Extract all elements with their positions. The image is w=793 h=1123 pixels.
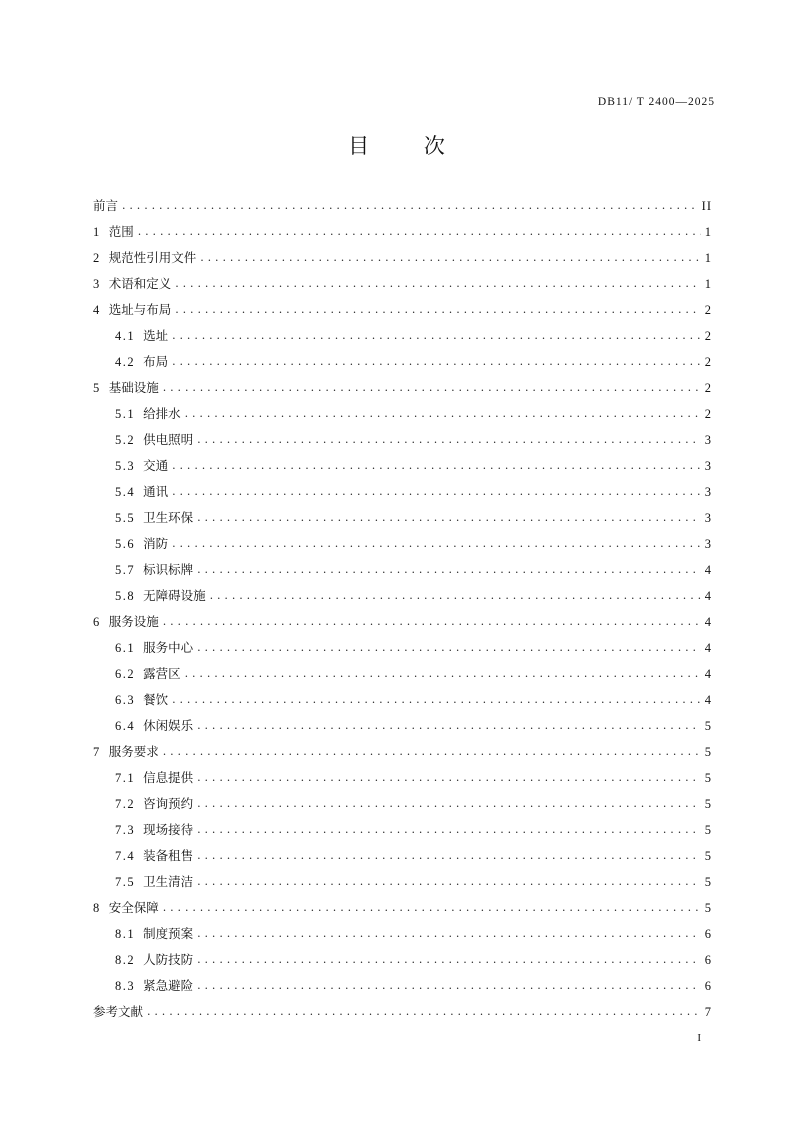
toc-dot-leader [163,742,701,762]
toc-entry-number: 6.3 [115,693,136,707]
toc-entry-page: 4 [704,667,712,681]
toc-entry-number: 4 [93,303,101,317]
toc-entry-title: 选址 [143,328,169,343]
toc-entry-page: 5 [704,745,712,759]
toc-dot-leader [185,404,701,424]
toc-entry-page: II [701,199,712,213]
toc-entry-number: 5.7 [115,563,136,577]
toc-dot-leader [197,638,701,658]
toc-entry-number: 8.2 [115,953,136,967]
toc-entry[interactable] [93,528,712,554]
toc-entry-title: 紧急避险 [143,978,194,993]
toc-dot-leader [197,430,701,450]
toc-entry-title: 供电照明 [143,432,194,447]
toc-entry-page: 4 [704,615,712,629]
toc-entry-title: 服务设施 [108,614,159,629]
toc-entry-page: 1 [704,251,712,265]
toc-entry-number: 5.8 [115,589,136,603]
toc-dot-leader [185,664,701,684]
toc-entry[interactable] [93,320,712,346]
toc-entry-page: 6 [704,953,712,967]
toc-entry[interactable] [93,762,712,788]
toc-entry-title: 服务中心 [143,640,194,655]
toc-entry-title: 标识标牌 [143,562,194,577]
toc-entry-page: 7 [704,1005,712,1019]
toc-entry-number: 5.4 [115,485,136,499]
toc-entry[interactable] [93,216,712,242]
toc-entry[interactable] [93,840,712,866]
toc-entry-title: 基础设施 [108,380,159,395]
toc-entry-page: 6 [704,979,712,993]
toc-dot-leader [197,976,701,996]
toc-entry-title: 制度预案 [143,926,194,941]
toc-entry[interactable] [93,788,712,814]
toc-entry-number: 8.3 [115,979,136,993]
toc-entry[interactable] [93,710,712,736]
toc-entry-number: 1 [93,225,101,239]
toc-entry[interactable] [93,866,712,892]
toc-dot-leader [172,326,701,346]
toc-entry-page: 5 [704,797,712,811]
toc-entry[interactable] [93,684,712,710]
table-of-contents [93,190,712,1022]
toc-dot-leader [172,352,701,372]
toc-entry[interactable] [93,450,712,476]
toc-entry-title: 安全保障 [108,900,159,915]
toc-entry-page: 2 [704,381,712,395]
toc-entry-number: 6.2 [115,667,136,681]
toc-entry-number: 5.1 [115,407,136,421]
toc-dot-leader [197,716,701,736]
toc-entry-title: 服务要求 [108,744,159,759]
toc-entry-page: 2 [704,407,712,421]
toc-entry-title: 人防技防 [143,952,194,967]
toc-entry-title: 前言 [93,198,119,213]
toc-entry-page: 5 [704,875,712,889]
toc-entry-number: 5.6 [115,537,136,551]
toc-entry-page: 3 [704,511,712,525]
toc-entry-page: 5 [704,719,712,733]
toc-entry[interactable] [93,346,712,372]
toc-entry-page: 4 [704,563,712,577]
toc-dot-leader [172,690,701,710]
toc-entry-number: 8 [93,901,101,915]
toc-entry[interactable] [93,268,712,294]
toc-entry[interactable] [93,580,712,606]
toc-entry[interactable] [93,918,712,944]
toc-entry-title: 选址与布局 [108,302,172,317]
toc-entry[interactable] [93,658,712,684]
toc-entry-title: 给排水 [143,406,181,421]
toc-dot-leader [197,794,701,814]
toc-entry-page: 6 [704,927,712,941]
toc-dot-leader [197,508,701,528]
toc-dot-leader [175,274,700,294]
toc-entry[interactable] [93,970,712,996]
toc-entry-title: 参考文献 [93,1004,144,1019]
toc-entry[interactable] [93,554,712,580]
toc-entry-title: 休闲娱乐 [143,718,194,733]
toc-entry-page: 2 [704,303,712,317]
toc-entry-title: 餐饮 [143,692,169,707]
toc-entry-title: 布局 [143,354,169,369]
toc-entry-title: 现场接待 [143,822,194,837]
toc-entry-page: 5 [704,901,712,915]
toc-dot-leader [163,898,701,918]
toc-entry-title: 无障碍设施 [143,588,206,603]
toc-entry-number: 5.2 [115,433,136,447]
toc-entry-title: 术语和定义 [108,276,172,291]
toc-entry-number: 4.1 [115,329,136,343]
toc-entry[interactable] [93,996,712,1022]
toc-entry-page: 5 [704,771,712,785]
toc-entry-title: 交通 [143,458,169,473]
toc-dot-leader [175,300,700,320]
toc-dot-leader [138,222,701,242]
toc-dot-leader [200,248,700,268]
toc-entry-title: 卫生清洁 [143,874,194,889]
toc-entry-title: 消防 [143,536,169,551]
toc-entry-title: 露营区 [143,666,181,681]
toc-dot-leader [163,612,701,632]
toc-entry-page: 3 [704,433,712,447]
toc-entry-number: 7.5 [115,875,136,889]
toc-dot-leader [210,586,701,606]
toc-entry-title: 通讯 [143,484,169,499]
page-title: 目 次 [348,134,469,158]
toc-entry-number: 7 [93,745,101,759]
toc-entry[interactable] [93,424,712,450]
toc-entry[interactable] [93,814,712,840]
toc-entry-page: 1 [704,225,712,239]
toc-entry-page: 3 [704,459,712,473]
toc-dot-leader [197,872,701,892]
toc-dot-leader [147,1002,701,1022]
toc-entry[interactable] [93,606,712,632]
toc-entry-number: 7.2 [115,797,136,811]
toc-entry-page: 1 [704,277,712,291]
toc-dot-leader [197,924,701,944]
toc-dot-leader [172,456,701,476]
toc-dot-leader [172,534,701,554]
toc-entry-number: 5 [93,381,101,395]
toc-entry-number: 5.5 [115,511,136,525]
toc-entry-number: 3 [93,277,101,291]
toc-entry-page: 5 [704,849,712,863]
toc-entry-title: 卫生环保 [143,510,194,525]
toc-entry-page: 5 [704,823,712,837]
toc-entry-number: 5.3 [115,459,136,473]
toc-entry-number: 7.1 [115,771,136,785]
toc-entry[interactable] [93,294,712,320]
toc-dot-leader [163,378,701,398]
toc-dot-leader [197,560,701,580]
toc-entry-title: 咨询预约 [143,796,194,811]
toc-entry-number: 2 [93,251,101,265]
toc-entry-page: 4 [704,693,712,707]
toc-entry-title: 范围 [108,224,134,239]
toc-entry[interactable] [93,476,712,502]
toc-entry[interactable] [93,502,712,528]
toc-entry-number: 6.1 [115,641,136,655]
toc-entry[interactable] [93,372,712,398]
toc-dot-leader [197,846,701,866]
toc-entry-title: 装备租售 [143,848,194,863]
toc-entry-number: 7.3 [115,823,136,837]
toc-entry-page: 3 [704,485,712,499]
toc-entry[interactable] [93,242,712,268]
toc-entry-page: 2 [704,329,712,343]
toc-dot-leader [122,196,698,216]
toc-dot-leader [197,768,701,788]
toc-entry[interactable] [93,892,712,918]
toc-entry-number: 4.2 [115,355,136,369]
toc-dot-leader [197,950,701,970]
toc-dot-leader [172,482,701,502]
toc-dot-leader [197,820,701,840]
toc-entry-number: 8.1 [115,927,136,941]
toc-entry-page: 3 [704,537,712,551]
toc-entry-page: 4 [704,589,712,603]
toc-entry-page: 4 [704,641,712,655]
toc-entry-number: 7.4 [115,849,136,863]
toc-entry-title: 信息提供 [143,770,194,785]
toc-entry[interactable] [93,944,712,970]
page-number: I [697,1032,701,1044]
document-id: DB11/ T 2400—2025 [597,96,715,108]
toc-entry-title: 规范性引用文件 [108,250,197,265]
toc-entry[interactable] [93,632,712,658]
toc-entry-page: 2 [704,355,712,369]
toc-entry[interactable] [93,398,712,424]
toc-entry[interactable] [93,190,712,216]
toc-entry-number: 6.4 [115,719,136,733]
toc-entry-number: 6 [93,615,101,629]
toc-entry[interactable] [93,736,712,762]
